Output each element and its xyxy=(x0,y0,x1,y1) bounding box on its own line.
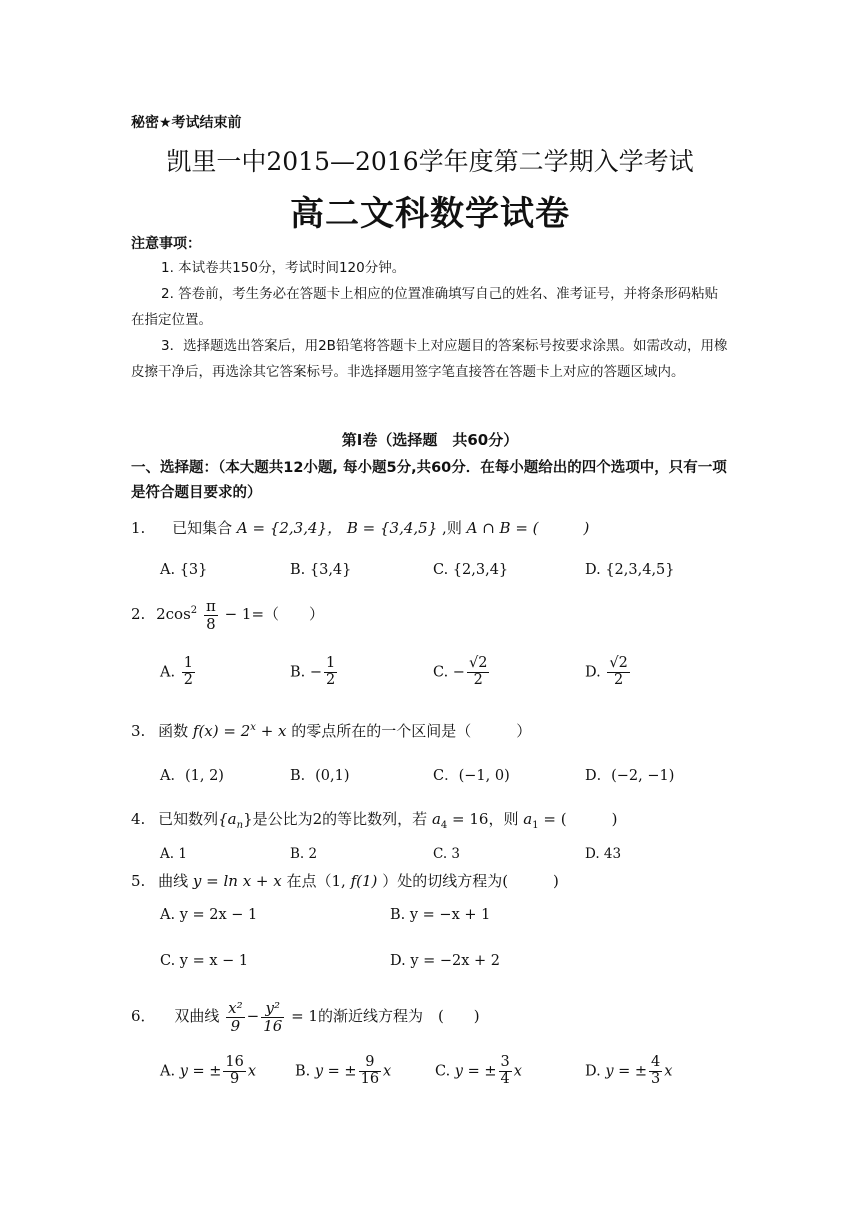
option-c: C. y = x − 1 xyxy=(160,953,249,969)
math-expression: A = {2,3,4}， xyxy=(236,519,343,537)
option-a: A. 1 xyxy=(160,846,187,862)
option-d: D. 43 xyxy=(585,846,622,862)
question-text: 已知集合 xyxy=(172,519,233,537)
question-text: = ( ) xyxy=(543,810,618,828)
option-a: A．(1, 2) xyxy=(160,768,224,784)
question-3 xyxy=(131,720,531,741)
option-b: B. y = −x + 1 xyxy=(390,907,491,923)
question-1 xyxy=(131,517,589,538)
option-d: D．(−2, −1) xyxy=(585,768,675,784)
option-d: D. $\frac{√2}{2}$ xyxy=(585,655,628,688)
option-a: A. $\frac{1}{2}$ xyxy=(160,655,193,688)
question-2 xyxy=(131,598,324,632)
option-a: A. y = ± $\frac{16}{9}$ x xyxy=(160,1054,257,1087)
question-4: 4. 已知数列$\{a_n\}$是公比为2的等比数列，若 $a_4 = 16$，则 $a_1$ = ( ) xyxy=(131,810,618,831)
exponent: x xyxy=(250,722,256,733)
question-text: 函数 xyxy=(158,722,189,740)
math-expression: 2cos xyxy=(156,605,191,623)
question-text: 双曲线 xyxy=(174,1007,220,1025)
part-instructions: 一、选择题：（本大题共12小题, 每小题5分,共60分．在每小题给出的四个选项中，只有一项是符合题目要求的） xyxy=(131,460,727,501)
option-b: B. − $\frac{1}{2}$ xyxy=(290,655,336,688)
exam-title: 凯里一中2015—2016学年度第二学期入学考试 xyxy=(166,147,694,176)
question-number: 4. xyxy=(131,810,146,828)
option-a: A. {3} xyxy=(160,562,208,578)
option-c: C. {2,3,4} xyxy=(433,562,509,578)
question-number: 5. xyxy=(131,872,146,890)
confidential-label: 秘密★考试结束前 xyxy=(131,115,242,131)
question-number: 2. xyxy=(131,605,146,623)
option-d: D. {2,3,4,5} xyxy=(585,562,675,578)
option-b: B．(0,1) xyxy=(290,768,350,784)
math-expression: a xyxy=(523,810,533,828)
notice-heading: 注意事项： xyxy=(131,236,201,252)
question-text: 在点（1, xyxy=(286,872,346,890)
fraction: $\frac{\text{x²}}{9}$ xyxy=(228,999,243,1035)
question-text: 已知数列 xyxy=(158,810,219,828)
paper-title: 高二文科数学试卷 xyxy=(290,194,570,234)
exponent: 2 xyxy=(190,605,198,616)
question-number: 1. xyxy=(131,519,146,537)
math-expression: {a xyxy=(218,810,237,828)
question-number: 6． xyxy=(131,1007,156,1025)
math-expression: + x xyxy=(260,722,287,740)
question-text: = 1的渐近线方程为 ( ) xyxy=(291,1007,480,1025)
option-b: B. 2 xyxy=(290,846,318,862)
option-c: C. 3 xyxy=(433,846,461,862)
fraction: $\frac{\pi}{8}$ xyxy=(205,597,216,633)
option-d: D. y = ± $\frac{4}{3}$ x xyxy=(585,1054,673,1087)
math-expression: y = ln x + x xyxy=(192,872,282,890)
option-a: A. y = 2x − 1 xyxy=(160,907,258,923)
question-text: ,则 xyxy=(442,519,462,537)
notice-item-2: 2. 答卷前，考生务必在答题卡上相应的位置准确填写自己的姓名、准考证号，并将条形码粘贴在指定位置。 xyxy=(131,286,719,328)
math-expression: f(1) xyxy=(350,872,378,890)
option-b: B. y = ± $\frac{9}{16}$ x xyxy=(295,1054,392,1087)
question-5 xyxy=(131,870,559,891)
option-c: C. − $\frac{√2}{2}$ xyxy=(433,655,488,688)
option-d: D. y = −2x + 2 xyxy=(390,953,501,969)
math-expression: = 16，则 xyxy=(452,810,519,828)
question-text: 曲线 xyxy=(158,872,189,890)
section-title: 第Ⅰ卷（选择题 共60分） xyxy=(341,431,519,449)
question-text: }是公比为2的等比数列，若 xyxy=(243,810,428,828)
option-c: C. y = ± $\frac{3}{4}$ x xyxy=(435,1054,522,1087)
question-text: ）处的切线方程为( ) xyxy=(382,872,559,890)
math-expression: a xyxy=(431,810,441,828)
question-text: − 1=（ ） xyxy=(224,605,325,623)
math-expression: A ∩ B = ( ) xyxy=(466,519,590,537)
question-text: 的零点所在的一个区间是（ ） xyxy=(291,722,532,740)
option-b: B. {3,4} xyxy=(290,562,352,578)
math-expression: f(x) = 2 xyxy=(192,722,251,740)
fraction: $\frac{\text{y²}}{16}$ xyxy=(263,999,283,1035)
option-c: C．(−1, 0) xyxy=(433,768,510,784)
question-number: 3. xyxy=(131,722,146,740)
notice-item-1: 1. 本试卷共150分，考试时间120分钟。 xyxy=(161,260,406,276)
math-expression: B = {3,4,5} xyxy=(346,519,438,537)
question-6: 6． 双曲线 $\frac{\text{x²}}{9}$ − $\frac{\text{y²}}{16}$ = 1的渐近线方程为 ( ) xyxy=(131,999,480,1035)
notice-item-3: 3．选择题选出答案后，用2B铅笔将答题卡上对应题目的答案标号按要求涂黑。如需改动，用橡皮擦干净后，再选涂其它答案标号。非选择题用签字笔直接答在答题卡上对应的答题区域内。 xyxy=(131,338,728,380)
